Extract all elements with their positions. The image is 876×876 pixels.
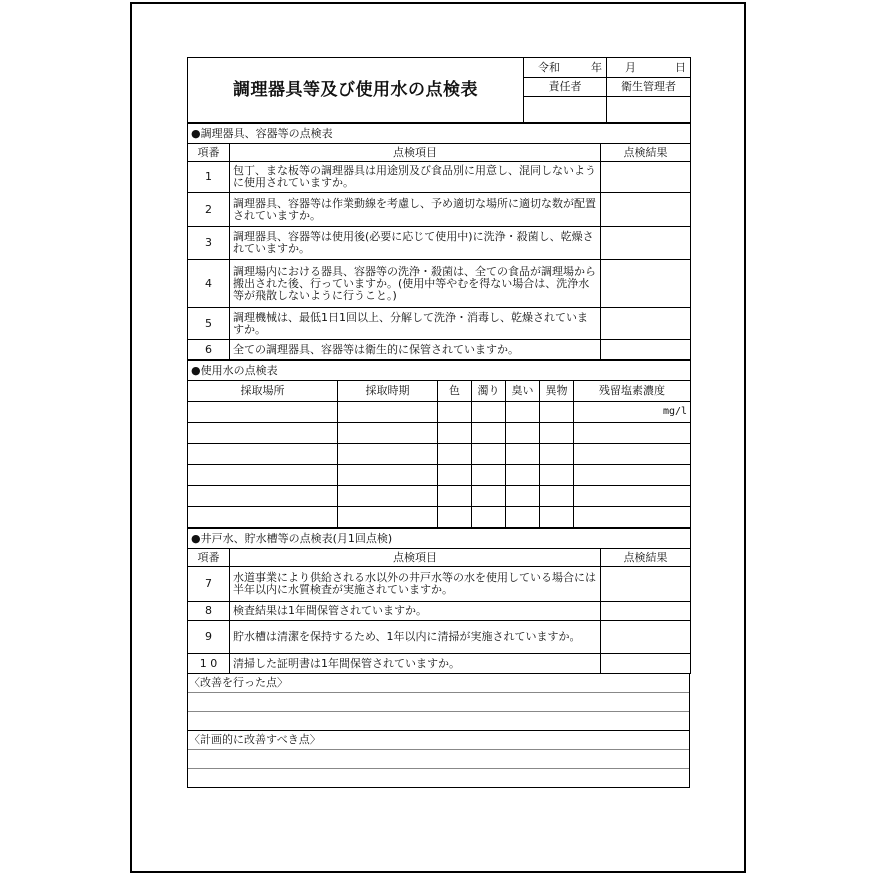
water-check-table [187,360,691,528]
col-item: 点検項目 [230,144,601,162]
odor-field[interactable] [506,486,540,507]
result-field[interactable] [601,621,691,654]
table-row [188,507,691,528]
turbidity-field[interactable] [472,402,506,423]
improvements-done-line[interactable] [188,712,689,731]
page-title: 調理器具等及び使用水の点検表 [188,58,524,123]
col-sampling-time: 採取時期 [338,381,438,402]
sampling-place-field[interactable] [188,402,338,423]
item-text: 水道事業により供給される水以外の井戸水等の水を使用している場合には半年以内に水質検査が実施されていますか。 [230,567,601,602]
sampling-place-field[interactable] [188,486,338,507]
result-field[interactable] [601,340,691,360]
item-text: 調理場内における器具、容器等の洗浄・殺菌は、全ての食品が調理場から搬出された後、行っていますか。(使用中等やむを得ない場合は、洗浄水等が飛散しないように行うこと。) [230,260,601,308]
color-field[interactable] [438,465,472,486]
color-field[interactable] [438,402,472,423]
item-text: 貯水槽は清潔を保持するため、1年以内に清掃が実施されていますか。 [230,621,601,654]
turbidity-field[interactable] [472,465,506,486]
item-no: 1 [188,162,230,193]
foreign-matter-field[interactable] [540,465,574,486]
section1-title: ●調理器具、容器等の点検表 [188,124,691,144]
item-no: 5 [188,308,230,340]
section3-title: ●井戸水、貯水槽等の点検表(月1回点検) [188,529,691,549]
hygiene-manager-label: 衛生管理者 [607,78,691,97]
hygiene-manager-stamp-field[interactable] [607,97,691,123]
utensil-check-table [187,123,691,360]
improvements-done-box [187,674,690,788]
result-field[interactable] [601,193,691,227]
table-row [188,567,691,602]
sampling-place-field[interactable] [188,423,338,444]
responsible-label: 責任者 [524,78,607,97]
foreign-matter-field[interactable] [540,486,574,507]
col-odor: 臭い [506,381,540,402]
table-row [188,423,691,444]
odor-field[interactable] [506,444,540,465]
item-no: 9 [188,621,230,654]
item-no: 4 [188,260,230,308]
chlorine-unit: mg/l [574,402,691,423]
color-field[interactable] [438,486,472,507]
sampling-place-field[interactable] [188,507,338,528]
odor-field[interactable] [506,402,540,423]
date-era-year [524,58,607,78]
turbidity-field[interactable] [472,486,506,507]
col-color: 色 [438,381,472,402]
item-no: 3 [188,227,230,260]
table-row [188,340,691,360]
result-field[interactable] [601,162,691,193]
year-label: 年 [591,60,602,74]
improvements-done-line[interactable] [188,693,689,712]
sampling-time-field[interactable] [338,423,438,444]
result-field[interactable] [601,227,691,260]
improvements-done-label: 〈改善を行った点〉 [188,674,689,693]
table-row [188,465,691,486]
sampling-time-field[interactable] [338,486,438,507]
table-row [188,162,691,193]
color-field[interactable] [438,423,472,444]
table-row [188,486,691,507]
result-field[interactable] [601,308,691,340]
turbidity-field[interactable] [472,444,506,465]
sampling-time-field[interactable] [338,402,438,423]
date-month-day [607,58,691,78]
well-tank-check-table [187,528,691,674]
col-item-no: 項番 [188,144,230,162]
improvements-planned-line[interactable] [188,769,689,787]
table-row [188,260,691,308]
item-no: 6 [188,340,230,360]
col-turbidity: 濁り [472,381,506,402]
foreign-matter-field[interactable] [540,402,574,423]
chlorine-field[interactable] [574,486,691,507]
chlorine-field[interactable] [574,444,691,465]
odor-field[interactable] [506,507,540,528]
col-item: 点検項目 [230,549,601,567]
item-text: 清掃した証明書は1年間保管されていますか。 [230,654,601,674]
odor-field[interactable] [506,465,540,486]
turbidity-field[interactable] [472,423,506,444]
table-row [188,193,691,227]
section2-title: ●使用水の点検表 [188,361,691,381]
result-field[interactable] [601,654,691,674]
col-foreign-matter: 異物 [540,381,574,402]
turbidity-field[interactable] [472,507,506,528]
era-label: 令和 [538,60,560,74]
col-result: 点検結果 [601,144,691,162]
col-residual-chlorine: 残留塩素濃度 [574,381,691,402]
result-field[interactable] [601,260,691,308]
item-text: 調理器具、容器等は使用後(必要に応じて使用中)に洗浄・殺菌し、乾燥されていますか。 [230,227,601,260]
item-no: 7 [188,567,230,602]
month-label: 月 [625,60,636,74]
table-row [188,444,691,465]
foreign-matter-field[interactable] [540,507,574,528]
item-no: 8 [188,602,230,621]
day-label: 日 [675,60,686,74]
item-text: 包丁、まな板等の調理器具は用途別及び食品別に用意し、混同しないように使用されていますか。 [230,162,601,193]
foreign-matter-field[interactable] [540,423,574,444]
item-no: 1 0 [188,654,230,674]
sampling-time-field[interactable] [338,444,438,465]
sampling-time-field[interactable] [338,507,438,528]
table-row [188,308,691,340]
table-row [188,402,691,423]
result-field[interactable] [601,602,691,621]
result-field[interactable] [601,567,691,602]
item-text: 調理器具、容器等は作業動線を考慮し、予め適切な場所に適切な数が配置されていますか。 [230,193,601,227]
responsible-stamp-field[interactable] [524,97,607,123]
chlorine-field[interactable] [574,465,691,486]
header-table [187,57,691,123]
sampling-time-field[interactable] [338,465,438,486]
item-no: 2 [188,193,230,227]
inspection-sheet [187,57,690,788]
table-row [188,621,691,654]
sampling-place-field[interactable] [188,444,338,465]
item-text: 全ての調理器具、容器等は衛生的に保管されていますか。 [230,340,601,360]
color-field[interactable] [438,507,472,528]
foreign-matter-field[interactable] [540,444,574,465]
chlorine-field[interactable] [574,507,691,528]
odor-field[interactable] [506,423,540,444]
sampling-place-field[interactable] [188,465,338,486]
table-row [188,227,691,260]
table-row [188,654,691,674]
item-text: 検査結果は1年間保管されていますか。 [230,602,601,621]
col-item-no: 項番 [188,549,230,567]
table-row [188,602,691,621]
chlorine-field[interactable] [574,423,691,444]
col-result: 点検結果 [601,549,691,567]
improvements-planned-label: 〈計画的に改善すべき点〉 [188,731,689,750]
col-sampling-place: 採取場所 [188,381,338,402]
improvements-planned-line[interactable] [188,750,689,769]
color-field[interactable] [438,444,472,465]
item-text: 調理機械は、最低1日1回以上、分解して洗浄・消毒し、乾燥されていますか。 [230,308,601,340]
